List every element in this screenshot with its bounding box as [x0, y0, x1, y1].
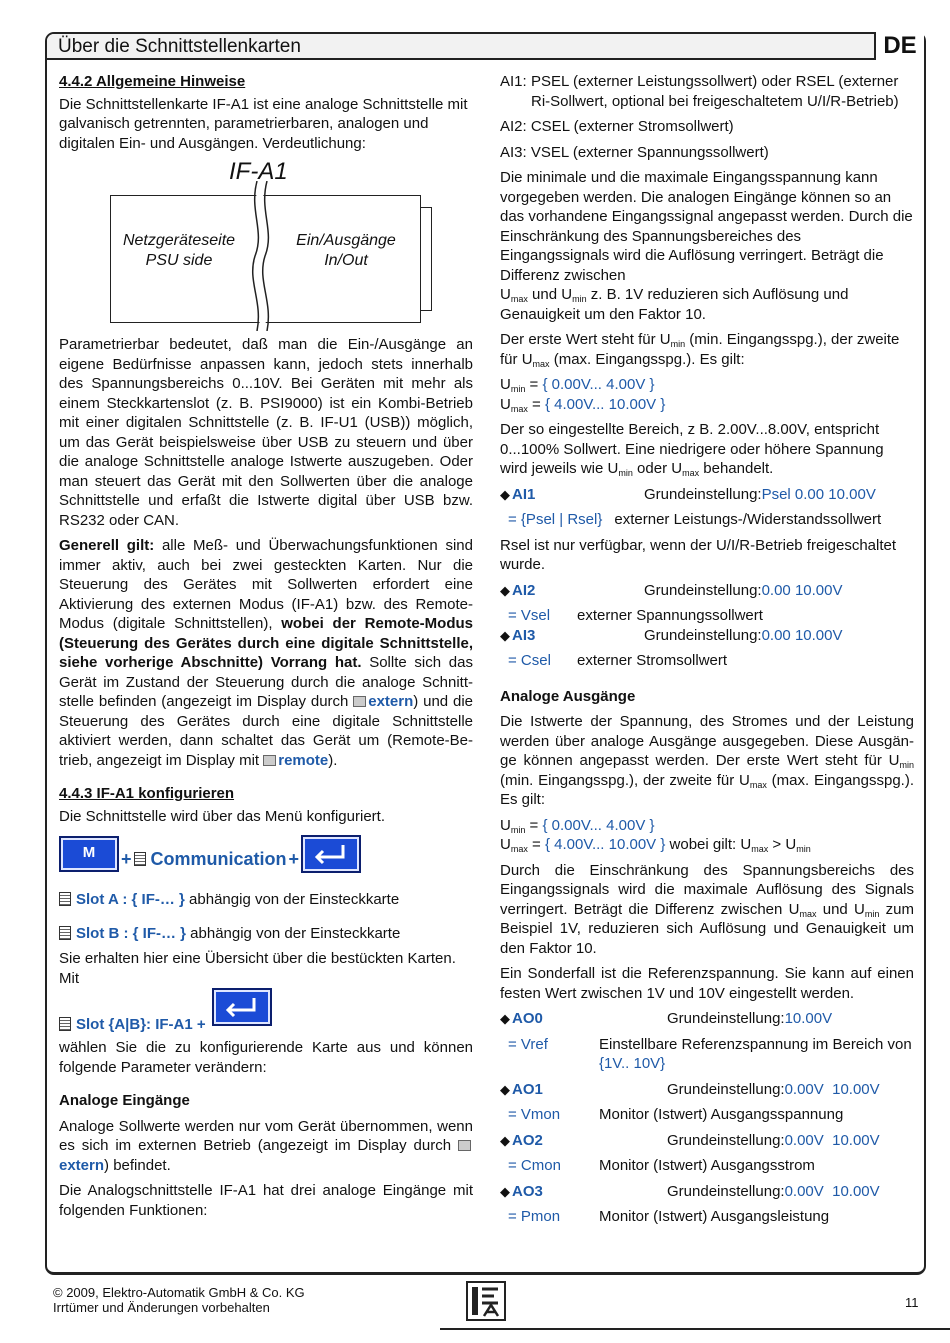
analog-inputs-heading: Analoge Eingänge	[59, 1092, 190, 1109]
page-title: Über die Schnittstellenkarten	[58, 36, 301, 57]
param-ao2-option: = Cmon Monitor (Istwert) Ausgangsstrom	[508, 1157, 815, 1174]
param-ao2-name: AO2	[512, 1131, 543, 1149]
param-ao1[interactable]: ◆ AO1 Grundeinstellung: 0.00V 10.00V	[500, 1080, 880, 1098]
param-ai2-name: AI2	[512, 581, 536, 599]
param-ao0-default: 10.00V	[784, 1010, 833, 1027]
menu-page-icon	[59, 926, 71, 940]
remote-priority-note: wobei der Remote-Modus (Steuerung des Gerätes durch eine digitale Schnittstelle, siehe vorherige Abschnitte) Vorrang hat.	[59, 615, 473, 671]
slot-b-label: Slot B : { IF-… }	[76, 924, 186, 942]
ai1-function: AI1: PSEL (externer Leistungssollwert) oder RSEL (externer Ri-Sollwert, optional bei freigeschaltetem U/I/R-Betrieb)	[500, 73, 899, 110]
param-ao1-values[interactable]: = Vmon	[508, 1106, 561, 1123]
disclaimer-line: Irrtümer und Änderungen vorbehalten	[53, 1300, 270, 1315]
param-ao0-option: = Vref Einstellbare Referenzspannung im Bereich von {1V.. 10V}	[508, 1035, 912, 1072]
intro-paragraph: Die Schnittstellenkarte IF-A1 ist eine analoge Schnittstelle mit galvanisch getrennten, parametrierbaren, analogen und digitalen Ein- und Ausgängen. Verdeutlichung:	[59, 95, 468, 152]
param-ao3-values[interactable]: = Pmon	[508, 1208, 561, 1225]
param-ao2-values[interactable]: = Cmon	[508, 1157, 561, 1174]
param-ai1-values[interactable]: = {Psel | Rsel}	[508, 511, 603, 528]
section-heading-general: 4.4.2 Allgemeine Hinweise	[59, 73, 246, 90]
param-ao1-default: 0.00V 10.00V	[784, 1080, 880, 1098]
diagram-title: IF-A1	[229, 158, 288, 185]
umax-range-value[interactable]: { 4.00V... 10.00V }	[544, 395, 666, 413]
menu-communication[interactable]: Communication	[150, 849, 287, 870]
diamond-icon: ◆	[500, 1081, 510, 1097]
diamond-icon: ◆	[500, 486, 510, 502]
param-ao3-name: AO3	[512, 1182, 543, 1200]
param-ao3[interactable]: ◆ AO3 Grundeinstellung: 0.00V 10.00V	[500, 1182, 880, 1200]
param-ao0[interactable]: ◆ AO0 Grundeinstellung: 10.00V	[500, 1010, 833, 1027]
param-ao0-name: AO0	[512, 1010, 543, 1027]
param-ai3-option: = Csel externer Stromsollwert	[508, 652, 728, 669]
display-icon	[458, 1140, 471, 1151]
diagram-psu-label-de: Netzgeräteseite	[122, 232, 236, 249]
ao-umax-range-value[interactable]: { 4.00V... 10.00V }	[544, 836, 666, 853]
param-ao1-name: AO1	[512, 1080, 543, 1098]
menu-path: M + Communication +	[59, 832, 473, 876]
extern-indicator: extern	[59, 1156, 105, 1174]
diagram-io-label-de: Ein/Ausgänge	[296, 232, 396, 249]
diagram-break-lines	[247, 181, 277, 331]
analog-inputs-paragraph: Analoge Sollwerte werden nur vom Gerät übernommen, wenn es sich im externen Betrieb (angezeigt im Display durch extern) befindet.	[59, 1117, 473, 1174]
analog-outputs-heading: Analoge Ausgänge	[500, 687, 636, 705]
enter-key-button[interactable]	[212, 988, 272, 1026]
menu-intro: Die Schnittstelle wird über das Menü konfiguriert.	[59, 807, 385, 825]
reference-paragraph: Ein Sonderfall ist die Referenzspannung. Sie kann auf einen festen Wert zwischen 1V und 10V eingestellt werden.	[500, 965, 914, 1002]
menu-page-icon	[59, 1017, 71, 1031]
param-ai2-option: = Vsel externer Spannungssollwert	[508, 607, 763, 624]
language-badge: DE	[874, 32, 924, 60]
param-ao2-default: 0.00V 10.00V	[784, 1131, 880, 1149]
menu-page-icon	[59, 892, 71, 906]
analog-outputs-paragraph: Die Istwerte der Spannung, des Stromes und der Leistung werden über analoge Ausgänge ausgegeben. Diese Ausgän-ge können angepasst werden. Der erste Wert steht für $U_{min}$ (min. Eingangsspg.), der zweite für $U_{max}$ (max. Eingangsspg.). Es gilt:	[500, 713, 915, 808]
choose-text: wählen Sie die zu konfigurierende Karte aus und können folgende Parameter verändern:	[59, 1039, 473, 1076]
remote-indicator: remote	[278, 751, 329, 769]
general-rule-paragraph: Generell gilt: alle Meß- und Überwachungsfunktionen sind immer aktiv, auch bei zwei gesteckten Karten. Nur die Steuerung des Gerätes mit Sollwerten erfordert eine Aktivierung des externen Modus (IF-A1) bzw. des Remote-Modus (digitale Schnittstellen), wobei der Remote-Modus (Steuerung des Gerätes durch eine digitale Schnittstelle, siehe vorherige Abschnitte) Vorrang hat. Sollte sich das Gerät im Zustand der Steuerung durch die analoge Schnitt-stelle befinden (angezeigt im Display durch extern) und die Steuerung des Gerätes durch eine digitale Schnittstelle aktiviert werden, dann schaltet das Gerät um (Remote-Be-trieb, angezeigt im Display mit remote).	[59, 537, 473, 769]
page-footer	[53, 1285, 305, 1315]
analog-inputs-functions: Die Analogschnittstelle IF-A1 hat drei analoge Eingänge mit folgenden Funktionen:	[59, 1182, 473, 1219]
param-ai3-default: 0.00 10.00V	[761, 626, 843, 644]
param-ao2[interactable]: ◆ AO2 Grundeinstellung: 0.00V 10.00V	[500, 1131, 880, 1149]
display-icon	[353, 696, 366, 707]
input-ranges: $U_{min}$ = { 0.00V... 4.00V } $U_{max}$ = { 4.00V... 10.00V }	[500, 376, 666, 414]
param-ai3-values[interactable]: = Csel	[508, 652, 551, 669]
param-ai2-values[interactable]: = Vsel	[508, 607, 551, 624]
ao-umin-range-value[interactable]: { 0.00V... 4.00V }	[542, 816, 655, 834]
param-ai1-option: = {Psel | Rsel} externer Leistungs-/Widerstandssollwert	[508, 511, 882, 528]
footer-rule	[440, 1328, 950, 1330]
param-ao3-default: 0.00V 10.00V	[784, 1182, 880, 1200]
param-ai2-default: 0.00 10.00V	[761, 581, 843, 599]
slot-ab-label[interactable]: Slot {A|B}: IF-A1 +	[76, 1015, 206, 1033]
enter-key-button[interactable]	[301, 835, 361, 873]
vref-range: {1V.. 10V}	[599, 1055, 666, 1072]
param-ai1-default: Psel 0.00 10.00V	[761, 485, 876, 503]
slot-select-path	[59, 994, 473, 1034]
slot-b-item[interactable]: Slot B : { IF-… } abhängig von der Einsteckkarte	[59, 924, 473, 944]
param-ao3-option: = Pmon Monitor (Istwert) Ausgangsleistung	[508, 1208, 830, 1225]
slot-a-item[interactable]: Slot A : { IF-… } abhängig von der Einsteckkarte	[59, 890, 473, 910]
display-icon	[263, 755, 276, 766]
diamond-icon: ◆	[500, 582, 510, 598]
left-column	[59, 72, 473, 1226]
param-ai3[interactable]: ◆ AI3 Grundeinstellung: 0.00 10.00V	[500, 626, 843, 644]
diamond-icon: ◆	[500, 1132, 510, 1148]
section-heading-configure: 4.4.3 IF-A1 konfigurieren	[59, 785, 235, 802]
copyright-line: © 2009, Elektro-Automatik GmbH & Co. KG	[53, 1285, 305, 1300]
menu-key-button[interactable]: M	[59, 836, 119, 872]
range-paragraph: Der so eingestellte Bereich, z B. 2.00V...8.00V, entspricht 0...100% Sollwert. Eine niedrigere oder höhere Spannung wird jeweils wie $U_{min}$ oder $U_{max}$ behandelt.	[500, 421, 884, 478]
param-ai3-name: AI3	[512, 626, 536, 644]
enter-arrow-icon	[214, 990, 270, 1024]
param-ai1[interactable]: ◆ AI1 Grundeinstellung: Psel 0.00 10.00V	[500, 485, 876, 503]
diamond-icon: ◆	[500, 1183, 510, 1199]
parametrizable-paragraph: Parametrierbar bedeutet, daß man die Ein-/Ausgänge an eigene Bedürfnisse anpassen kann, jedoch stets innerhalb des Spannungsbereichs 0...10V. Bei Geräten mit mehr als einem Steckkartenslot (z. B. PSI9000) ist ein Kombi-Betrieb mit einer digitalen Schnittstelle (z. B. IF-U1 (USB)) möglich, um das Gerät beispielsweise über USB zu steuern und über die analoge Schnittstelle analoge Istwerte auszugeben. Oder man steuert das Gerät mit den Sollwerten über die analoge Schnittstelle und erfaßt die Istwerte digital über USB bzw. RS232 oder CAN.	[59, 336, 473, 529]
slot-a-label: Slot A : { IF-… }	[76, 891, 185, 908]
extern-indicator: extern	[368, 693, 414, 710]
umin-range-value[interactable]: { 0.00V... 4.00V }	[542, 376, 655, 393]
param-ai1-name: AI1	[512, 485, 536, 503]
param-ai2[interactable]: ◆ AI2 Grundeinstellung: 0.00 10.00V	[500, 581, 843, 599]
first-value-paragraph: Der erste Wert steht für $U_{min}$ (min. Eingangsspg.), der zweite für $U_{max}$ (max. Eingangsspg.). Es gilt:	[500, 331, 900, 369]
diagram-psu-label-en: PSU side	[145, 252, 213, 269]
enter-arrow-icon	[303, 837, 359, 871]
resolution-paragraph: Durch die Einschränkung des Spannungsbereichs des Eingangssignals wird die maximale Auflösung des Signals verringert. Beträgt die Differenz zwischen $U_{max}$ und $U_{min}$ zum Beispiel 1V, reduzieren sich Auflösung und Genauigkeit um den Faktor 10.	[500, 861, 914, 957]
if-a1-diagram	[59, 159, 473, 327]
min-max-paragraph: Die minimale und die maximale Eingangsspannung kann vorgegeben werden. Die analogen Eingänge können so an das vorhandene Eingangssignal angepasst werden. Durch die Einschränkung des Spannungsbereiches des Eingangssignals wird die Auflösung verringert. Beträgt die Differenz zwischen $U_{max}$ und $U_{min}$ z. B. 1V reduzieren sich Auflösung und Genauigkeit um den Faktor 10.	[500, 169, 913, 323]
menu-page-icon	[134, 852, 146, 866]
output-ranges: $U_{min}$ = { 0.00V... 4.00V } $U_{max}$ = { 4.00V... 10.00V } wobei gilt: $U_{max} > U_{min}$	[500, 816, 811, 854]
diamond-icon: ◆	[500, 1011, 510, 1026]
page-number: 11	[905, 1295, 919, 1310]
ea-logo-icon	[466, 1281, 506, 1321]
param-ao0-values[interactable]: = Vref	[508, 1035, 548, 1053]
right-column	[500, 72, 914, 1227]
page-header	[47, 34, 924, 60]
ai2-function: AI2: CSEL (externer Stromsollwert)	[500, 118, 734, 135]
diagram-card-connector	[420, 207, 432, 311]
ai3-function: AI3: VSEL (externer Spannungssollwert)	[500, 143, 769, 161]
param-ao1-option: = Vmon Monitor (Istwert) Ausgangsspannung	[508, 1106, 844, 1123]
rsel-note: Rsel ist nur verfügbar, wenn der U/I/R-Betrieb freigeschaltet wurde.	[500, 536, 897, 573]
overview-text: Sie erhalten hier eine Übersicht über die bestückten Karten. Mit	[59, 950, 456, 987]
diamond-icon: ◆	[500, 627, 510, 643]
diagram-io-label-en: In/Out	[324, 252, 368, 269]
general-rule-lead: Generell gilt:	[59, 537, 155, 554]
